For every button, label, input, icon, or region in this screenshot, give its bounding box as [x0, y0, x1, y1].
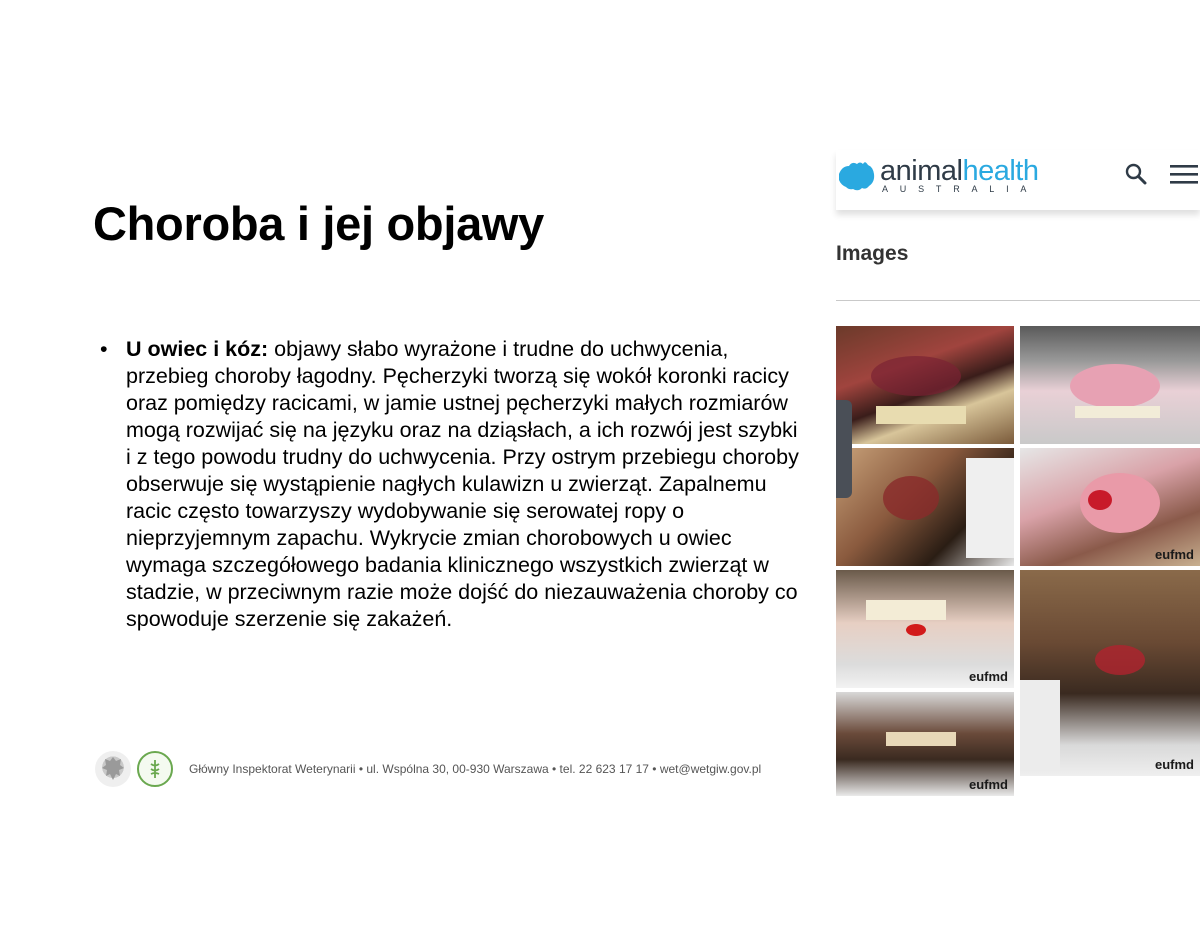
- photo-hoof-2[interactable]: [1020, 570, 1200, 776]
- logo-subtitle: AUSTRALIA: [882, 184, 1039, 194]
- menu-icon[interactable]: [1170, 164, 1198, 186]
- eufmd-watermark: eufmd: [1155, 757, 1194, 772]
- logo-primary: animal: [880, 155, 963, 187]
- bullet-text: [126, 336, 800, 633]
- eufmd-watermark: eufmd: [969, 669, 1008, 684]
- animal-health-screenshot: [836, 150, 1200, 800]
- eagle-emblem-logo: [95, 751, 131, 787]
- logo-accent: health: [962, 155, 1039, 187]
- eufmd-watermark: eufmd: [1155, 547, 1194, 562]
- photo-hoof-1[interactable]: [836, 448, 1014, 566]
- footer-contact-text: Główny Inspektorat Weterynarii • ul. Wspólna 30, 00-930 Warszawa • tel. 22 623 17 17 • wet@wetgiw.gov.pl: [189, 762, 762, 776]
- bullet-heading: U owiec i kóz:: [126, 337, 269, 361]
- slide-title: Choroba i jej objawy: [93, 197, 545, 250]
- photo-sheep-gums[interactable]: [836, 570, 1014, 688]
- images-heading: Images: [836, 242, 909, 265]
- site-header: [836, 150, 1200, 210]
- eufmd-watermark: eufmd: [969, 777, 1008, 792]
- bullet-dot: •: [100, 337, 108, 361]
- photo-sheep-mouth-4[interactable]: [836, 692, 1014, 796]
- veterinary-inspectorate-logo: [137, 751, 173, 787]
- photo-sheep-mouth-1[interactable]: [836, 326, 1014, 444]
- bullet-body: objawy słabo wyrażone i trudne do uchwycenia, przebieg choroby łagodny. Pęcherzyki tworzą się wokół koronki racicy oraz pomiędzy racicami, w jamie ustnej pęcherzyki małych rozmiarów mogą rozwijać się na języku oraz na dziąsłach, a ich rozwój jest szybki i z tego powodu trudny do uchwycenia. Przy ostrym przebiegu choroby obserwuje się wystąpienie nagłych kulawizn u zwierząt. Zapalnemu racic często towarzyszy wydobywanie się serowatej ropy o nieprzyjemnym zapachu. Wykrycie zmian chorobowych u owiec wymaga szczegółowego badania klinicznego wszystkich zwierząt w stadzie, w przeciwnym razie może dojść do niezauważenia choroby co spowoduje szerzenie się zakażeń.: [126, 337, 799, 631]
- side-scroll-tab[interactable]: [836, 400, 852, 498]
- footer: [95, 750, 761, 788]
- bullet-item: [100, 336, 800, 633]
- section-divider: [836, 300, 1200, 301]
- australia-map-icon: [836, 160, 876, 194]
- photo-sheep-mouth-2[interactable]: [1020, 326, 1200, 444]
- photo-sheep-mouth-3[interactable]: [1020, 448, 1200, 566]
- search-icon[interactable]: [1124, 162, 1148, 186]
